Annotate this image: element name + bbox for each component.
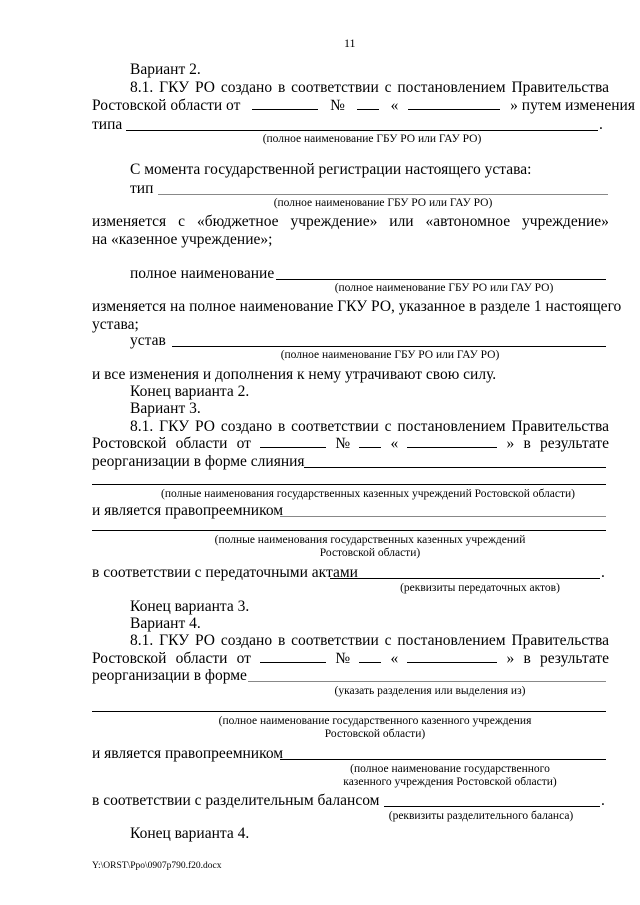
v4-successor-label: и является правопреемником [92, 745, 284, 762]
v4-caption-2b: Ростовской области) [324, 728, 426, 740]
v2-invalidity-line: и все изменения и дополнения к нему утрачивают свою силу. [92, 366, 497, 383]
v4-balance-label: в соответствии с разделительным балансом [92, 792, 380, 809]
text: Ростовской области от [92, 97, 241, 114]
v3-transfer-field[interactable] [330, 578, 600, 579]
word: постановлением [397, 632, 506, 649]
word: соответствии [291, 79, 379, 96]
v2-caption-2: (полное наименование ГБУ РО или ГАУ РО) [273, 197, 493, 209]
word: создано [220, 418, 273, 435]
v3-transfer-label: в соответствии с передаточными актами [92, 564, 358, 581]
number-blank[interactable] [357, 97, 379, 110]
word: области [175, 435, 228, 452]
word: соответствии [291, 418, 379, 435]
v2-caption-4: (полное наименование ГБУ РО или ГАУ РО) [280, 349, 500, 361]
v2-para-line-1 [130, 79, 609, 97]
v2-rename-line: изменяется на полное наименование ГКУ РО, указанное в разделе 1 настоящего [92, 298, 622, 315]
v3-successor-field[interactable] [280, 516, 606, 517]
word: Правительства [511, 418, 609, 435]
v2-ustav-field[interactable] [172, 346, 606, 347]
text-blank[interactable] [407, 435, 497, 448]
word: от [236, 435, 251, 452]
v4-caption-1: (указать разделения или выделения из) [334, 685, 526, 697]
v3-transfer-period: . [601, 564, 605, 581]
word: с [384, 632, 392, 649]
word: изменяется [92, 213, 167, 230]
word: в [277, 418, 286, 435]
v2-kazennoe-line: на «казенное учреждение»; [92, 231, 273, 248]
quote-open: « [390, 97, 399, 114]
word: постановлением [397, 79, 506, 96]
v2-type-label: типа [92, 116, 123, 133]
v3-merger-field-2[interactable] [92, 484, 606, 485]
v2-full-name-label: полное наименование [130, 265, 275, 282]
v2-changes-line [92, 213, 609, 231]
word: или [389, 213, 414, 230]
v2-ustav-label: устав [130, 332, 166, 349]
v4-caption-4: (реквизиты разделительного баланса) [388, 810, 574, 822]
quote-open: « [390, 435, 399, 452]
quote-open: « [390, 650, 399, 667]
page-number: 11 [344, 36, 356, 50]
word: в [523, 435, 531, 452]
v4-balance-period: . [601, 792, 605, 809]
text-blank[interactable] [407, 650, 497, 663]
word: Правительства [511, 79, 609, 96]
v4-source-field[interactable] [92, 711, 606, 712]
number-sign: № [335, 650, 351, 667]
word: 8.1. [130, 632, 154, 649]
word: в [277, 632, 286, 649]
word: результате [539, 650, 609, 667]
v4-caption-2a: (полное наименование государственного казенного учреждения [218, 715, 532, 727]
quote-close: » [506, 435, 515, 452]
text-blank[interactable] [408, 97, 500, 110]
word: создано [220, 79, 273, 96]
word: учреждение» [290, 213, 378, 230]
word: с [384, 79, 392, 96]
v4-caption-3a: (полное наименование государственного [350, 763, 550, 775]
date-blank[interactable] [260, 650, 326, 663]
word: с [384, 418, 392, 435]
v4-para-line-1 [130, 632, 609, 650]
word: постановлением [397, 418, 506, 435]
v3-caption-2a: (полные наименования государственных казенных учреждений [214, 534, 526, 546]
v2-tip-label: тип [130, 180, 154, 197]
word: ГКУ [159, 632, 190, 649]
v2-caption-3: (полное наименование ГБУ РО или ГАУ РО) [334, 282, 554, 294]
variant-3-heading: Вариант 3. [130, 400, 201, 417]
v3-caption-2b: Ростовской области) [319, 547, 421, 559]
v2-type-period: . [599, 116, 603, 133]
number-blank[interactable] [359, 650, 381, 663]
word: «бюджетное [196, 213, 279, 230]
word: создано [220, 632, 273, 649]
word: результате [539, 435, 609, 452]
v4-form-label: реорганизации в форме [92, 667, 247, 684]
word: 8.1. [130, 79, 154, 96]
v4-balance-field[interactable] [384, 806, 600, 807]
word: ГКУ [159, 418, 190, 435]
word: в [523, 650, 531, 667]
word: в [277, 79, 286, 96]
v3-successor-label: и является правопреемником [92, 502, 284, 519]
word: учреждение» [522, 213, 609, 230]
word: Ростовской [92, 650, 167, 667]
v4-end: Конец варианта 4. [130, 825, 250, 842]
v4-caption-3b: казенного учреждения Ростовской области) [343, 776, 557, 788]
v2-tip-field[interactable] [158, 194, 608, 195]
word: РО [194, 79, 215, 96]
number-blank[interactable] [359, 435, 381, 448]
v2-para-registration: С момента государственной регистрации настоящего устава: [130, 161, 532, 178]
word: 8.1. [130, 418, 154, 435]
v3-caption-1: (полные наименования государственных казенных учреждений Ростовской области) [161, 488, 575, 500]
variant-4-heading: Вариант 4. [130, 615, 201, 632]
v3-successor-field-2[interactable] [92, 530, 606, 531]
v3-merger-label: реорганизации в форме слияния [92, 453, 305, 470]
v4-successor-field[interactable] [280, 759, 606, 760]
footer-file-path: Y:\ORST\Ppo\0907p790.f20.docx [92, 861, 222, 871]
v2-end: Конец варианта 2. [130, 383, 250, 400]
v2-charter-line: устава; [92, 316, 139, 333]
word: Правительства [511, 632, 609, 649]
word: «автономное [425, 213, 511, 230]
v3-end: Конец варианта 3. [130, 598, 250, 615]
word: области [175, 650, 228, 667]
variant-2-heading: Вариант 2. [130, 61, 201, 78]
date-blank[interactable] [260, 435, 326, 448]
text: » путем изменения [510, 97, 635, 114]
v3-merger-field[interactable] [304, 467, 606, 468]
word: с [178, 213, 185, 230]
v3-caption-3: (реквизиты передаточных актов) [400, 582, 560, 594]
word: от [236, 650, 251, 667]
v2-caption-1: (полное наименование ГБУ РО или ГАУ РО) [262, 133, 482, 145]
v4-form-field[interactable] [248, 681, 606, 682]
v2-full-name-field[interactable] [276, 279, 606, 280]
v3-para-line-1 [130, 418, 609, 436]
quote-close: » [506, 650, 515, 667]
word: РО [194, 632, 215, 649]
date-blank[interactable] [252, 97, 318, 110]
number-sign: № [335, 435, 351, 452]
word: соответствии [291, 632, 379, 649]
v2-type-field[interactable] [126, 130, 598, 131]
number-sign: № [330, 97, 345, 114]
v3-para-line-2 [92, 435, 609, 453]
word: РО [194, 418, 215, 435]
v4-para-line-2 [92, 650, 609, 668]
v2-para-line-2 [92, 97, 635, 115]
word: ГКУ [159, 79, 190, 96]
word: Ростовской [92, 435, 167, 452]
